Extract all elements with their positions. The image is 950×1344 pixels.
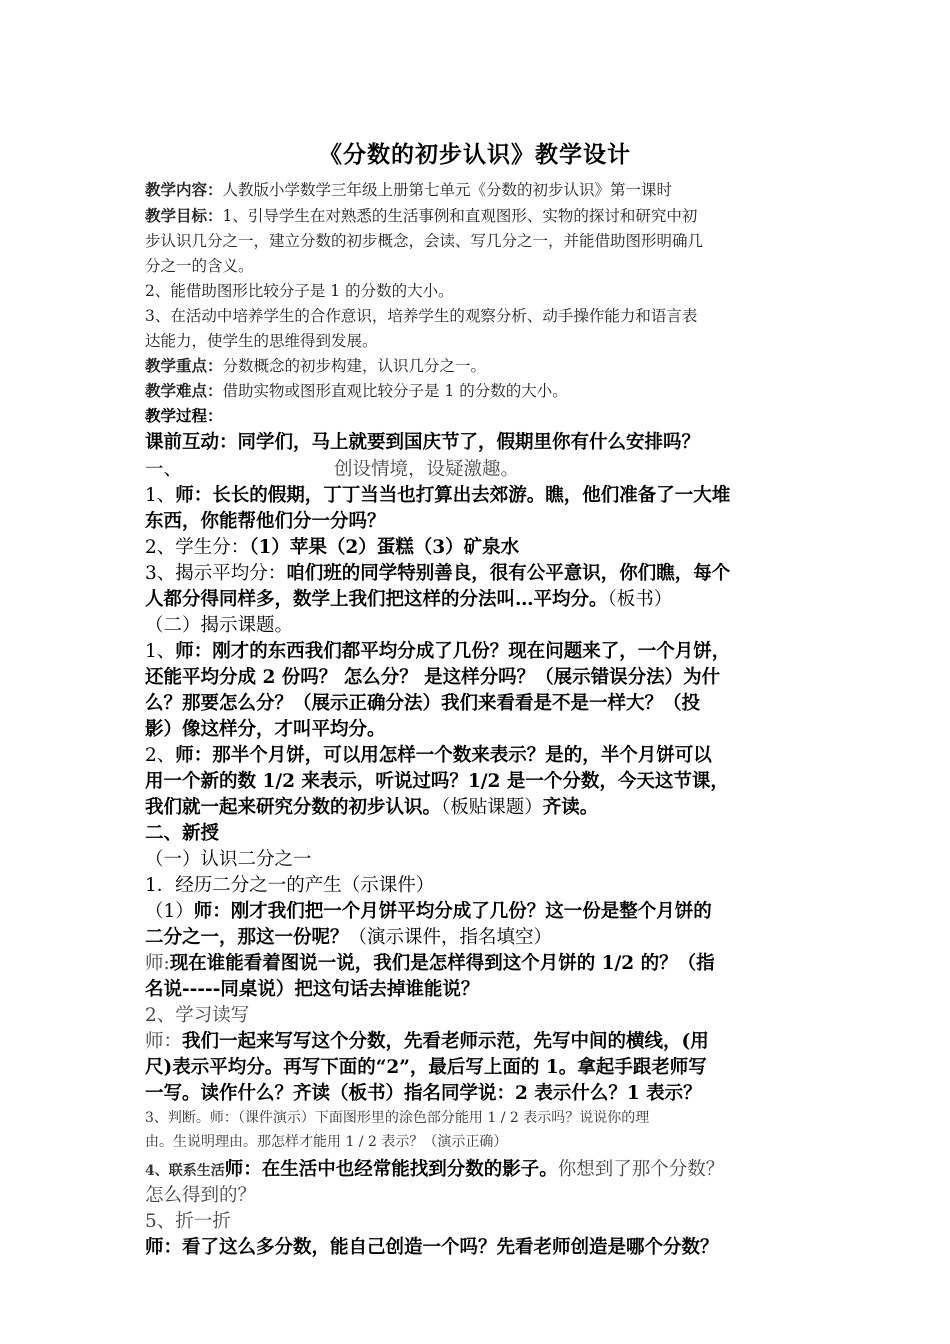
paragraph-line: 1．经历二分之一的产生（示课件） xyxy=(145,875,435,896)
paragraph-line: 尺)表示平均分。再写下面的“2”，最后写上面的 1。拿起手跟老师写 xyxy=(145,1057,707,1078)
teaching-content-text: 人教版小学数学三年级上册第七单元《分数的初步认识》第一课时 xyxy=(222,181,673,199)
paragraph-line: 1、师：长长的假期，丁丁当当也打算出去郊游。瞧，他们准备了一大堆 xyxy=(145,485,731,506)
teaching-content-line xyxy=(145,178,815,200)
teaching-goals-text: 1、引导学生在对熟悉的生活事例和直观图形、实物的探讨和研究中初 xyxy=(222,207,698,225)
paragraph-line: 2、师：那半个月饼，可以用怎样一个数来表示？是的，半个月饼可以 xyxy=(145,745,712,766)
paragraph-line: 4、联系生活师：在生活中也经常能找到分数的影子。你想到了那个分数？ xyxy=(145,1159,725,1180)
paragraph-line: 么？那要怎么分？（展示正确分法）我们来看看是不是一样大？（投 xyxy=(145,693,701,714)
paragraph-line: 3、在活动中培养学生的合作意识，培养学生的观察分析、动手操作能力和语言表 xyxy=(145,307,698,325)
paragraph-line: 还能平均分成 2 份吗？ 怎么分？ 是这样分吗？（展示错误分法）为什 xyxy=(145,667,721,688)
paragraph-line: 步认识几分之一，建立分数的初步概念，会读、写几分之一，并能借助图形明确几 xyxy=(145,232,704,250)
paragraph-line: 人都分得同样多，数学上我们把这样的分法叫…平均分。（板书） xyxy=(145,589,673,610)
subsection-heading: （一）认识二分之一 xyxy=(145,849,312,870)
key-points-line xyxy=(145,354,815,376)
paragraph-line: 由。生说明理由。那怎样才能用 1 / 2 表示？（演示正确） xyxy=(145,1134,508,1150)
paragraph-line: 师：看了这么多分数，能自己创造一个吗？先看老师创造是哪个分数？ xyxy=(145,1237,719,1258)
section-heading: 一、 创设情境，设疑激趣。 xyxy=(145,459,520,480)
key-points-label: 教学重点： xyxy=(145,356,223,375)
section-heading: 二、新授 xyxy=(145,823,220,844)
paragraph-line: 分之一的含义。 xyxy=(145,257,254,275)
paragraph-line: 二分之一，那这一份呢？（演示课件，指名填空） xyxy=(145,927,553,948)
paragraph-line: 3、判断。师：（课件演示）下面图形里的涂色部分能用 1 / 2 表示吗？说说你的理 xyxy=(145,1110,650,1126)
key-points-text: 分数概念的初步构建，认识几分之一。 xyxy=(222,357,487,375)
paragraph-line: （1）师：刚才我们把一个月饼平均分成了几份？这一份是整个月饼的 xyxy=(145,901,712,922)
paragraph-line: 课前互动：同学们，马上就要到国庆节了，假期里你有什么安排吗？ xyxy=(145,432,701,453)
difficulty-text: 借助实物或图形直观比较分子是 1 的分数的大小。 xyxy=(222,382,568,400)
subsection-heading: 2、学习读写 xyxy=(145,1005,250,1026)
paragraph-line: 2、能借助图形比较分子是 1 的分数的大小。 xyxy=(145,282,454,300)
paragraph-line: 师：我们一起来写写这个分数，先看老师示范，先写中间的横线，(用 xyxy=(145,1031,709,1052)
paragraph-line: 1、师：刚才的东西我们都平均分成了几份？现在问题来了，一个月饼， xyxy=(145,641,731,662)
paragraph-line: 用一个新的数 1/2 来表示，听说过吗？1/2 是一个分数，今天这节课， xyxy=(145,771,729,792)
paragraph-line: 东西，你能帮他们分一分吗？ xyxy=(145,511,386,532)
paragraph-line: 影）像这样分，才叫平均分。 xyxy=(145,719,386,740)
paragraph-line: 一写。读作什么？齐读（板书）指名同学说：2 表示什么？1 表示？ xyxy=(145,1083,702,1104)
paragraph-line: 2、学生分：（1）苹果（2）蛋糕（3）矿泉水 xyxy=(145,537,520,558)
paragraph-line: 我们就一起来研究分数的初步认识。（板贴课题）齐读。 xyxy=(145,797,599,818)
paragraph-line: 名说-----同桌说）把这句话去掉谁能说？ xyxy=(145,979,480,1000)
subsection-heading: （二）揭示课题。 xyxy=(145,615,294,636)
teaching-goals-label: 教学目标： xyxy=(145,206,223,225)
paragraph-line: 怎么得到的？ xyxy=(145,1185,257,1206)
process-label: 教学过程： xyxy=(145,406,223,425)
difficulty-line xyxy=(145,379,815,401)
teaching-content-label: 教学内容： xyxy=(145,180,223,199)
document-title: 《分数的初步认识》教学设计 xyxy=(319,141,631,168)
paragraph-line: 3、揭示平均分：咱们班的同学特别善良，很有公平意识，你们瞧，每个 xyxy=(145,563,731,584)
subsection-heading: 5、折一折 xyxy=(145,1211,231,1232)
paragraph-line: 师:现在谁能看着图说一说，我们是怎样得到这个月饼的 1/2 的？（指 xyxy=(145,953,715,974)
teaching-goals-line xyxy=(145,204,815,226)
paragraph-line: 达能力，使学生的思维得到发展。 xyxy=(145,332,378,350)
difficulty-label: 教学难点： xyxy=(145,381,223,400)
